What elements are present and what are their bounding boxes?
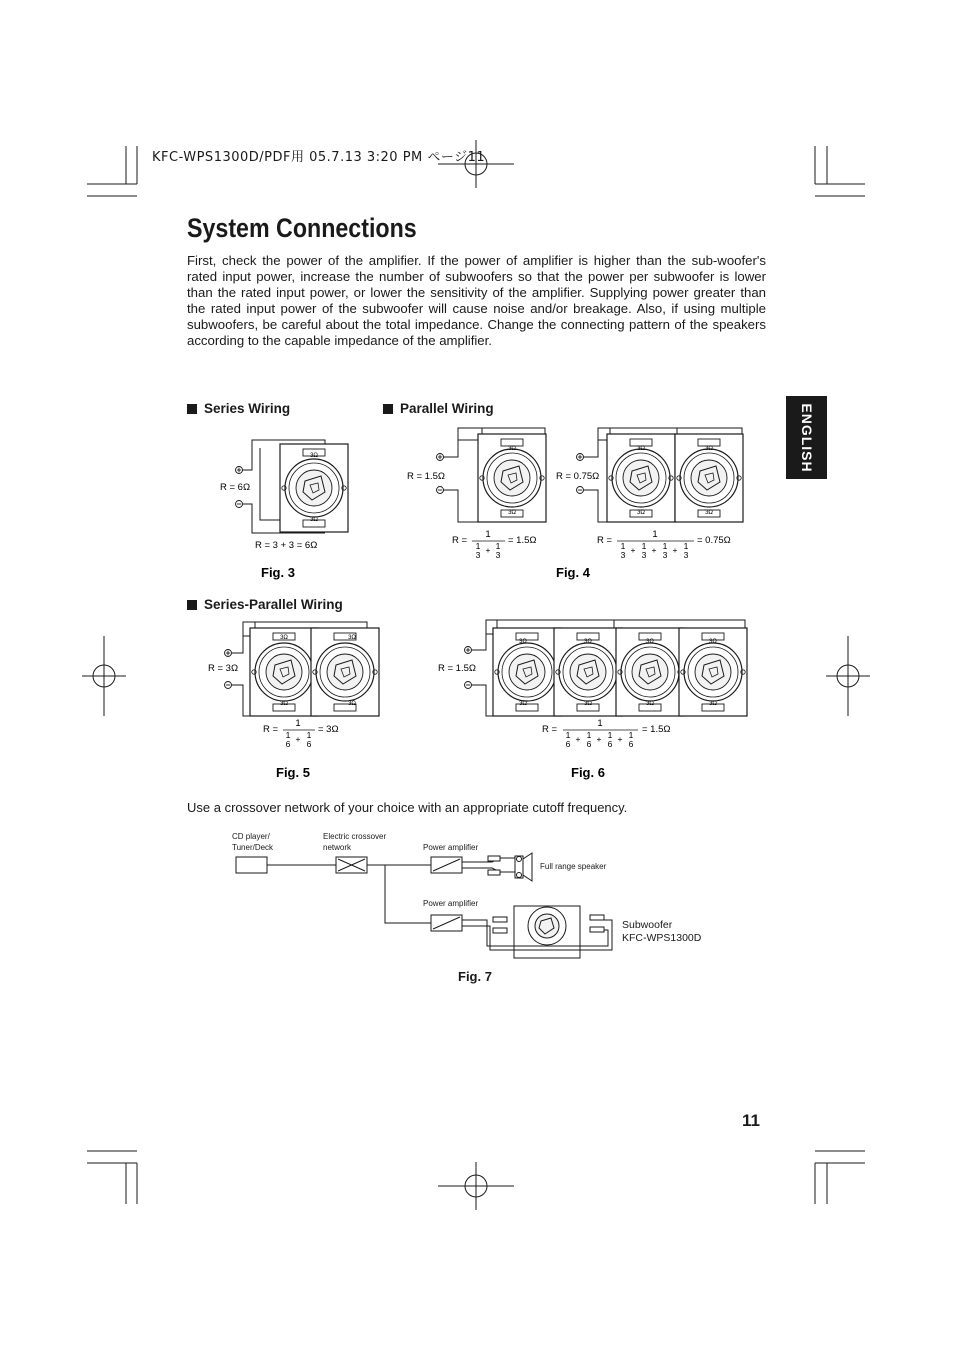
subwoofer-model-label: KFC-WPS1300D: [622, 932, 702, 944]
formula-term: 1: [662, 541, 668, 551]
formula-term: 6: [586, 739, 592, 749]
formula-result: = 3Ω: [318, 724, 339, 735]
fig3-label: Fig. 3: [261, 565, 295, 580]
formula-plus: +: [651, 545, 657, 555]
fig5-speaker-icon: [311, 628, 379, 716]
formula-plus: +: [575, 734, 581, 744]
coil-label: 3Ω: [709, 639, 717, 645]
coil-label: 3Ω: [280, 701, 288, 707]
formula-prefix: R =: [542, 724, 558, 735]
plus-terminal-icon: [225, 650, 232, 657]
formula-prefix: R =: [452, 535, 468, 546]
formula-term: 1: [565, 730, 571, 740]
page-title: System Connections: [187, 213, 417, 243]
formula-term: 3: [683, 550, 689, 560]
coil-label: 3Ω: [646, 701, 654, 707]
fig4-left-diagram: [407, 428, 546, 560]
fig3-diagram: [220, 440, 348, 580]
language-tab-label: ENGLISH: [798, 402, 815, 473]
formula-term: 1: [628, 730, 634, 740]
formula-term: 3: [495, 550, 501, 560]
formula-term: 1: [475, 541, 481, 551]
plus-terminal-icon: [236, 467, 243, 474]
series-parallel-wiring-heading: Series-Parallel Wiring: [187, 597, 343, 612]
full-range-label: Full range speaker: [540, 862, 607, 871]
fig4-left-resistance: R = 1.5Ω: [407, 471, 445, 482]
coil-label: 3Ω: [310, 453, 318, 459]
coil-label: 3Ω: [637, 446, 645, 452]
coil-label: 3Ω: [348, 701, 356, 707]
formula-term: 6: [565, 739, 571, 749]
formula-numerator: 1: [485, 529, 491, 540]
formula-term: 3: [641, 550, 647, 560]
minus-terminal-icon: [465, 682, 472, 689]
formula-prefix: R =: [263, 724, 279, 735]
crossover-label: network: [323, 843, 352, 852]
cd-player-label: CD player/: [232, 832, 270, 841]
formula-term: 1: [683, 541, 689, 551]
fig6-speaker-icon: [493, 628, 561, 716]
fig3-resistance: R = 6Ω: [220, 482, 251, 493]
fig4-right-diagram: [556, 428, 743, 560]
formula-term: 3: [662, 550, 668, 560]
coil-label: 3Ω: [310, 517, 318, 523]
fig6-diagram: [438, 620, 747, 780]
formula-plus: +: [485, 545, 491, 555]
coil-label: 3Ω: [519, 639, 527, 645]
formula-term: 1: [495, 541, 501, 551]
formula-term: 3: [475, 550, 481, 560]
subwoofer-label: Subwoofer: [622, 919, 673, 931]
header-slug: KFC-WPS1300D/PDF用 05.7.13 3:20 PM ページ11: [152, 150, 486, 165]
coil-label: 3Ω: [584, 639, 592, 645]
formula-term: 3: [620, 550, 626, 560]
formula-term: 1: [306, 730, 312, 740]
fig3-formula: R = 3 + 3 = 6Ω: [255, 540, 318, 551]
formula-numerator: 1: [652, 529, 658, 540]
formula-plus: +: [672, 545, 678, 555]
formula-prefix: R =: [597, 535, 613, 546]
page-number: 11: [742, 1111, 760, 1130]
coil-label: 3Ω: [348, 635, 356, 641]
plus-terminal-icon: [437, 454, 444, 461]
formula-plus: +: [596, 734, 602, 744]
minus-terminal-icon: [225, 682, 232, 689]
formula-numerator: 1: [295, 718, 301, 729]
formula-term: 6: [285, 739, 291, 749]
plus-terminal-icon: [577, 454, 584, 461]
coil-label: 3Ω: [705, 446, 713, 452]
formula-term: 6: [628, 739, 634, 749]
formula-term: 1: [641, 541, 647, 551]
fig5-diagram: [208, 622, 379, 780]
formula-term: 1: [607, 730, 613, 740]
fig5-label: Fig. 5: [276, 765, 310, 780]
fig4-label: Fig. 4: [556, 565, 590, 580]
formula-result: = 0.75Ω: [697, 535, 731, 546]
coil-label: 3Ω: [508, 510, 516, 516]
coil-label: 3Ω: [709, 701, 717, 707]
coil-label: 3Ω: [705, 510, 713, 516]
formula-term: 6: [607, 739, 613, 749]
fig6-resistance: R = 1.5Ω: [438, 663, 476, 674]
formula-plus: +: [617, 734, 623, 744]
formula-term: 1: [586, 730, 592, 740]
formula-term: 6: [306, 739, 312, 749]
minus-terminal-icon: [236, 501, 243, 508]
power-amp-label: Power amplifier: [423, 899, 479, 908]
formula-plus: +: [295, 734, 301, 744]
formula-term: 1: [620, 541, 626, 551]
formula-result: = 1.5Ω: [508, 535, 537, 546]
formula-numerator: 1: [597, 718, 603, 729]
coil-label: 3Ω: [508, 446, 516, 452]
fig5-resistance: R = 3Ω: [208, 663, 239, 674]
crossover-label: Electric crossover: [323, 832, 387, 841]
fig6-label: Fig. 6: [571, 765, 605, 780]
minus-terminal-icon: [437, 487, 444, 494]
cd-player-label: Tuner/Deck: [232, 843, 274, 852]
formula-result: = 1.5Ω: [642, 724, 671, 735]
intro-paragraph: First, check the power of the amplifier. If the power of amplifier is higher than the sub-woofer's rated input power, increase the number of subwoofers so that the power per subwoofer is lower than the rated input power, or lower the sensitivity of the amplifier. Supplying power greater than the rated input power of the subwoofer will cause noise and/or breakage. Also, if using multiple subwoofers, be careful about the total impedance. Change the connecting pattern of the speakers according to the capable impedance of the amplifier.: [187, 253, 766, 348]
power-amp-label: Power amplifier: [423, 843, 479, 852]
cd-player-box: [236, 857, 267, 873]
series-wiring-heading: Series Wiring: [187, 401, 290, 416]
coil-label: 3Ω: [280, 635, 288, 641]
formula-plus: +: [630, 545, 636, 555]
fig4-right-resistance: R = 0.75Ω: [556, 471, 600, 482]
coil-label: 3Ω: [584, 701, 592, 707]
coil-label: 3Ω: [646, 639, 654, 645]
formula-term: 1: [285, 730, 291, 740]
coil-label: 3Ω: [637, 510, 645, 516]
coil-label: 3Ω: [519, 701, 527, 707]
fig7-diagram: [0, 820, 954, 990]
parallel-wiring-heading: Parallel Wiring: [383, 401, 494, 416]
minus-terminal-icon: [577, 487, 584, 494]
fig7-label: Fig. 7: [458, 969, 492, 984]
plus-terminal-icon: [465, 647, 472, 654]
crossover-note: Use a crossover network of your choice with an appropriate cutoff frequency.: [187, 800, 628, 815]
